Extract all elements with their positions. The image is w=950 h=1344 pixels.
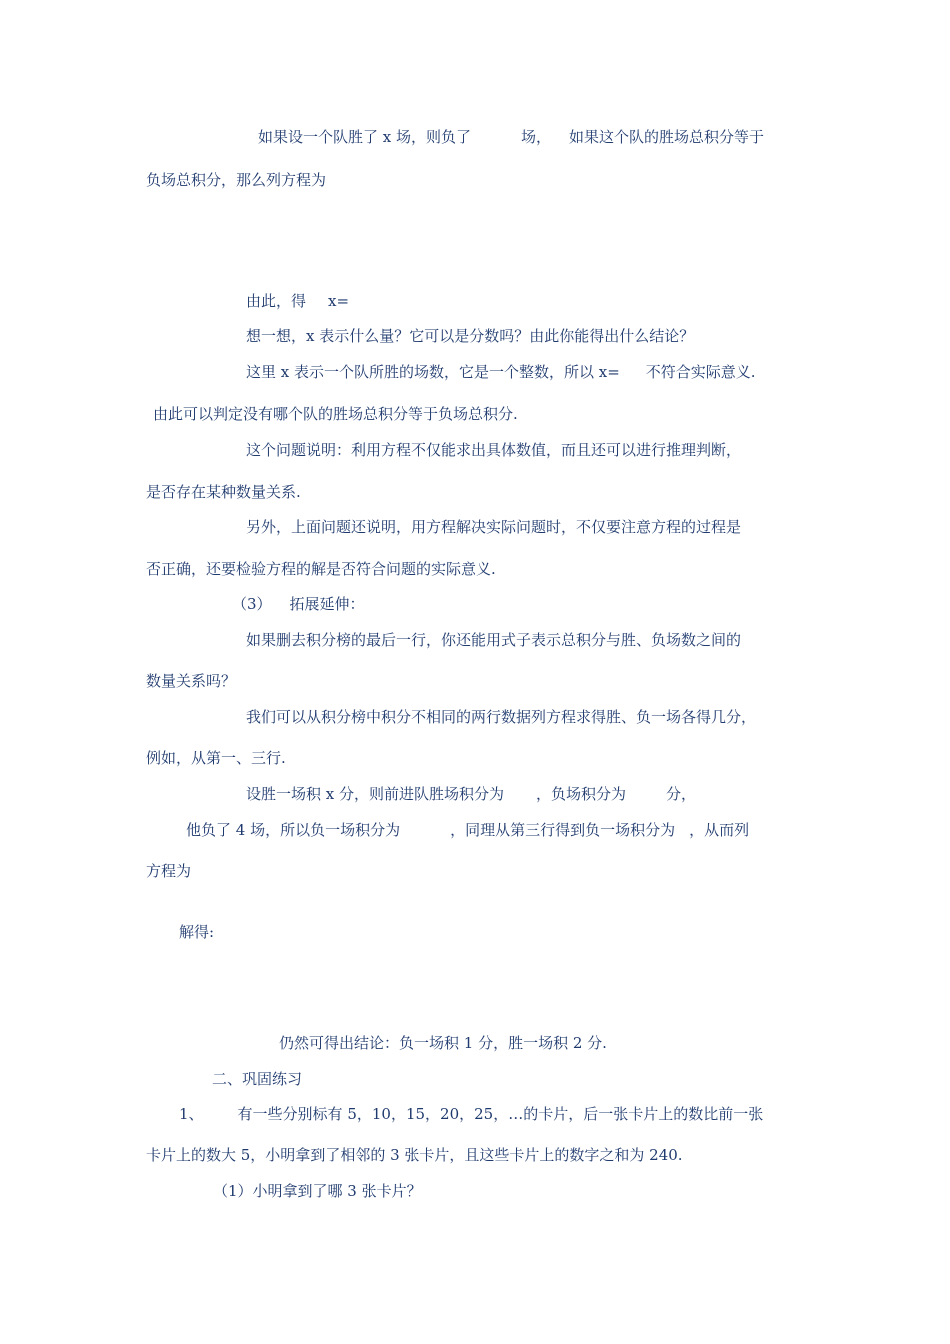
text-segment: ，负场积分为 — [536, 785, 627, 803]
paragraph-explanation — [246, 362, 756, 382]
section-title: 拓展延伸： — [289, 595, 365, 613]
paragraph-setup-score — [246, 784, 696, 804]
text-segment: 不符合实际意义. — [645, 363, 756, 381]
section-number: （3） — [232, 595, 272, 613]
paragraph-continuation: 数量关系吗？ — [146, 672, 237, 690]
text-segment: 设胜一场积 x 分，则前进队胜场积分为 — [246, 785, 504, 803]
paragraph-solve: 解得: — [179, 923, 215, 941]
text-segment: 这里 x 表示一个队所胜的场数，它是一个整数，所以 x= — [246, 363, 620, 381]
paragraph-method: 我们可以从积分榜中积分不相同的两行数据列方程求得胜、负一场各得几分， — [246, 708, 757, 726]
paragraph-win-loss-setup — [258, 127, 764, 147]
text-segment: 场， — [521, 128, 552, 146]
section-heading-extension — [232, 594, 365, 614]
heading-practice: 二、巩固练习 — [212, 1070, 303, 1088]
paragraph-continuation: 否正确，还要检验方程的解是否符合问题的实际意义. — [146, 560, 496, 578]
paragraph-continuation: 由此可以判定没有哪个队的胜场总积分等于负场总积分. — [153, 405, 518, 423]
paragraph-continuation: 卡片上的数大 5，小明拿到了相邻的 3 张卡片，且这些卡片上的数字之和为 240. — [146, 1146, 683, 1164]
text-segment: 如果设一个队胜了 x 场，则负了 — [258, 128, 471, 146]
exercise-1-question-1: （1）小明拿到了哪 3 张卡片？ — [213, 1182, 422, 1200]
text-segment: 分， — [666, 785, 697, 803]
paragraph-problem-note: 这个问题说明：利用方程不仅能求出具体数值，而且还可以进行推理判断， — [246, 441, 742, 459]
exercise-number: 1、 — [179, 1105, 204, 1123]
exercise-text: 有一些分别标有 5，10，15，20，25，…的卡片，后一张卡片上的数比前一张 — [237, 1105, 764, 1123]
text-segment: 由此，得 — [246, 292, 307, 310]
paragraph-extension-question: 如果删去积分榜的最后一行，你还能用式子表示总积分与胜、负场数之间的 — [246, 631, 742, 649]
paragraph-solution — [246, 291, 349, 311]
paragraph-think: 想一想，x 表示什么量？它可以是分数吗？由此你能得出什么结论？ — [246, 327, 695, 345]
text-segment: x= — [328, 292, 350, 310]
paragraph-additional-note: 另外，上面问题还说明，用方程解决实际问题时，不仅要注意方程的过程是 — [246, 518, 742, 536]
paragraph-continuation: 负场总积分，那么列方程为 — [146, 171, 327, 189]
paragraph-conclusion: 仍然可得出结论：负一场积 1 分，胜一场积 2 分. — [279, 1034, 607, 1052]
exercise-1 — [179, 1104, 763, 1124]
paragraph-loss-score — [186, 820, 749, 840]
paragraph-continuation: 方程为 — [146, 862, 192, 880]
text-segment: ，同理从第三行得到负一场积分为 — [450, 821, 676, 839]
text-segment: ，从而列 — [689, 821, 750, 839]
text-segment: 如果这个队的胜场总积分等于 — [569, 128, 765, 146]
text-segment: 他负了 4 场，所以负一场积分为 — [186, 821, 401, 839]
paragraph-continuation: 例如，从第一、三行. — [146, 749, 286, 767]
paragraph-continuation: 是否存在某种数量关系. — [146, 483, 301, 501]
